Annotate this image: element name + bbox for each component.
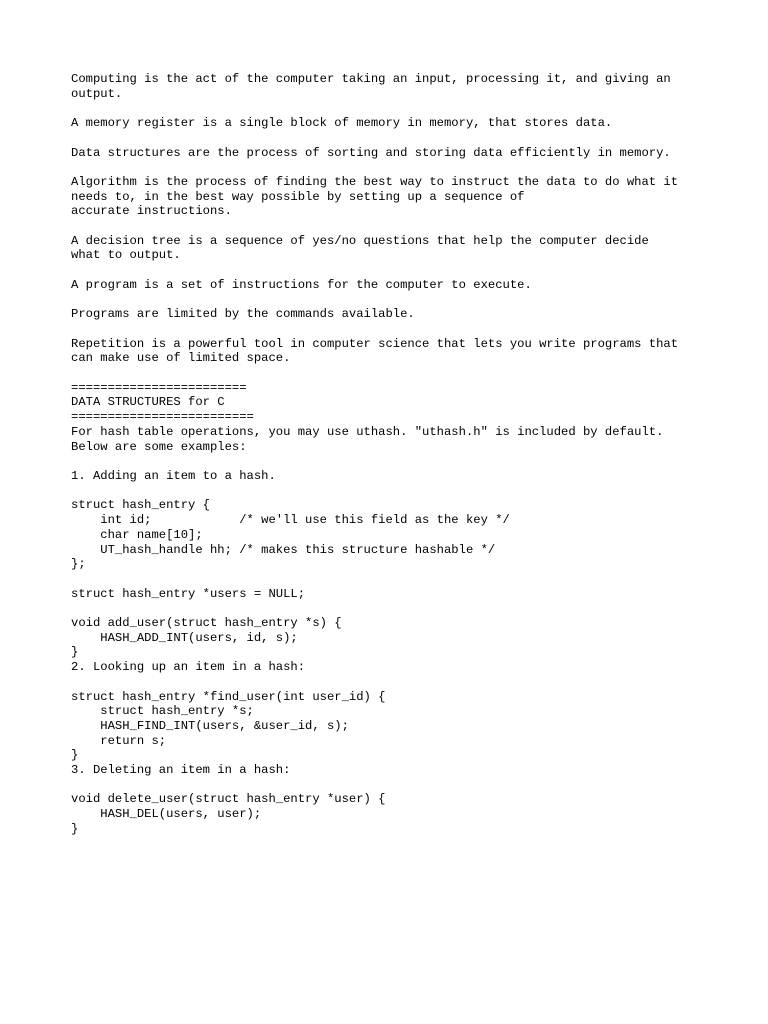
text-line <box>71 101 711 116</box>
text-line <box>71 219 711 234</box>
text-line: HASH_FIND_INT(users, &user_id, s); <box>71 718 349 733</box>
text-line: 3. Deleting an item in a hash: <box>71 763 291 778</box>
text-line: Below are some examples: <box>71 439 247 454</box>
text-line: struct hash_entry *find_user(int user_id) { <box>71 689 386 704</box>
text-line: } <box>71 645 79 660</box>
text-line: struct hash_entry *users = NULL; <box>71 586 306 601</box>
text-line: can make use of limited space. <box>71 351 291 366</box>
text-line <box>71 778 711 793</box>
text-line: 2. Looking up an item in a hash: <box>71 660 306 675</box>
text-line: char name[10]; <box>71 527 203 542</box>
text-line: void add_user(struct hash_entry *s) { <box>71 616 342 631</box>
text-line: }; <box>71 557 86 572</box>
text-line: For hash table operations, you may use uthash. "uthash.h" is included by default. <box>71 424 664 439</box>
text-line <box>71 601 711 616</box>
text-line <box>71 454 711 469</box>
text-line <box>71 675 711 690</box>
text-line: } <box>71 748 79 763</box>
document-text <box>71 72 711 837</box>
text-line: DATA STRUCTURES for C <box>71 395 225 410</box>
text-line <box>71 366 711 381</box>
text-line: A program is a set of instructions for the computer to execute. <box>71 277 532 292</box>
text-line: ========================= <box>71 410 254 425</box>
text-line: } <box>71 821 79 836</box>
text-line: Repetition is a powerful tool in computer science that lets you write programs that <box>71 336 679 351</box>
text-line <box>71 263 711 278</box>
text-line <box>71 293 711 308</box>
text-line: A decision tree is a sequence of yes/no questions that help the computer decide <box>71 233 649 248</box>
text-line: A memory register is a single block of memory in memory, that stores data. <box>71 116 613 131</box>
text-line: ======================== <box>71 380 247 395</box>
text-line: return s; <box>71 733 167 748</box>
text-line <box>71 322 711 337</box>
text-line: struct hash_entry *s; <box>71 704 254 719</box>
text-line: Programs are limited by the commands available. <box>71 307 415 322</box>
text-line <box>71 131 711 146</box>
text-line: 1. Adding an item to a hash. <box>71 468 276 483</box>
text-line: Algorithm is the process of finding the best way to instruct the data to do what it <box>71 174 679 189</box>
text-line <box>71 484 711 499</box>
text-line: UT_hash_handle hh; /* makes this structure hashable */ <box>71 542 496 557</box>
text-line: HASH_DEL(users, user); <box>71 807 262 822</box>
text-line: struct hash_entry { <box>71 498 210 513</box>
text-line: int id; /* we'll use this field as the key */ <box>71 513 510 528</box>
text-line: HASH_ADD_INT(users, id, s); <box>71 630 298 645</box>
text-line <box>71 572 711 587</box>
text-line: void delete_user(struct hash_entry *user) { <box>71 792 386 807</box>
text-line: output. <box>71 86 123 101</box>
text-line: accurate instructions. <box>71 204 232 219</box>
text-line: needs to, in the best way possible by setting up a sequence of <box>71 189 525 204</box>
text-line: what to output. <box>71 248 181 263</box>
text-line: Computing is the act of the computer taking an input, processing it, and giving an <box>71 72 671 86</box>
text-line: Data structures are the process of sorting and storing data efficiently in memory. <box>71 145 671 160</box>
text-line <box>71 160 711 175</box>
